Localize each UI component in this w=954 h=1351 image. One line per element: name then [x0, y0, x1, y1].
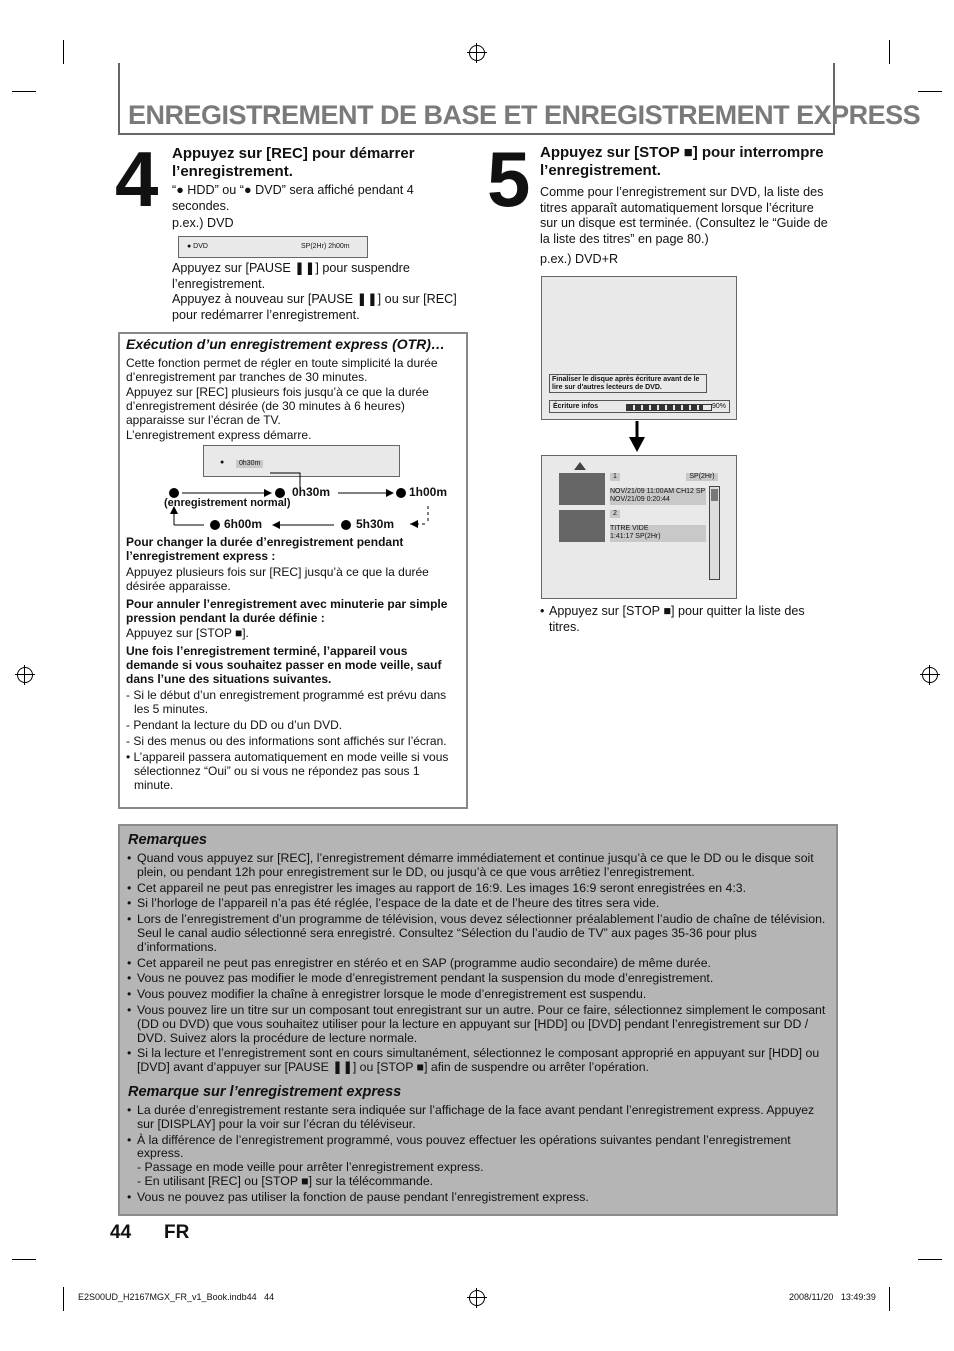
thumbnail-title-1[interactable]: [559, 473, 605, 505]
otr-cancel-heading: Pour annuler l’enregistrement avec minuterie par simple pression pendant la durée définie :: [126, 597, 448, 625]
finalize-screen: [541, 276, 737, 420]
registration-mark-icon: [922, 667, 938, 683]
step-4-description: “● HDD” ou “● DVD” sera affiché pendant 4 secondes.: [172, 183, 414, 213]
crop-mark: [918, 91, 942, 92]
osd-dvd-label: ● DVD: [187, 243, 208, 250]
title-1-row[interactable]: [610, 488, 706, 505]
title-1-number: 1: [610, 473, 620, 481]
title-rule-bottom: [118, 133, 835, 135]
registration-mark-icon: [469, 1290, 485, 1306]
title-2-number: 2: [610, 510, 620, 518]
remark-item: • Lors de l’enregistrement d’un programme de télévision, vous devez sélectionner préalablement l’audio de chaîne de télévision. Seul le canal audio sélectionné sera enregistré. Consultez “Sélection du l’audio de TV” aux pages 35-36 pour plus d’informations.: [120, 913, 826, 954]
otr-end-item: - Pendant la lecture du DD ou d’un DVD.: [126, 718, 343, 732]
otr-time-1h00m: 1h00m: [409, 485, 448, 499]
registration-mark-icon: [17, 667, 33, 683]
page-number: 44: [110, 1222, 132, 1243]
express-remark-item: • La durée d’enregistrement restante sera indiquée sur l’affichage de la face avant pendant l’enregistrement express. Appuyez sur [DISPLAY] pour la voir sur l’écran du téléviseur.: [120, 1104, 826, 1132]
step-5-bullet-text: Appuyez sur [STOP ■] pour quitter la liste des titres.: [549, 604, 805, 634]
otr-box: [118, 332, 468, 809]
otr-time-6h00m: 6h00m: [224, 517, 263, 531]
step-5-heading: Appuyez sur [STOP ■] pour interrompre l’enregistrement.: [540, 144, 824, 179]
up-triangle-icon: [574, 462, 586, 470]
crop-mark: [889, 1287, 890, 1311]
down-arrow-icon: [627, 421, 647, 453]
remark-item: • Cet appareil ne peut pas enregistrer les images au rapport de 16:9. Les images 16:9 seront enregistrées en 4:3.: [120, 882, 826, 896]
express-remark-item: • Vous ne pouvez pas utiliser la fonction de pause pendant l’enregistrement express.: [120, 1191, 826, 1205]
otr-change-text: Appuyez plusieurs fois sur [REC] jusqu’à ce que la durée désirée apparaisse.: [126, 565, 429, 593]
remark-item: • Quand vous appuyez sur [REC], l’enregistrement démarre immédiatement et continue jusqu’à ce que le DD ou le disque soit plein, ou pendant 12h pour enregistrement sur le DD, ou jusqu’à ce que vous arrêtiez l’enregistrement.: [120, 852, 826, 880]
otr-time-0h30m: 0h30m: [292, 485, 331, 499]
remarks-box: [118, 824, 838, 1216]
remarks-heading: Remarques: [128, 832, 207, 848]
otr-time-5h30m: 5h30m: [356, 517, 395, 531]
progress-percent: 90%: [712, 403, 727, 410]
step-5-bullet: [540, 604, 832, 635]
registration-mark-icon: [469, 45, 485, 61]
crop-mark: [63, 1287, 64, 1311]
title-1-time: NOV/21/09 0:20:44: [610, 496, 670, 503]
remark-item: • Cet appareil ne peut pas enregistrer en stéréo et en SAP (programme audio secondaire) de même durée.: [120, 957, 826, 971]
finalize-message: Finaliser le disque après écriture avant de le lire sur d'autres lecteurs de DVD.: [549, 374, 707, 393]
crop-mark: [63, 40, 64, 64]
title-2-name: TITRE VIDE: [610, 525, 649, 532]
remark-item: • Si l’horloge de l’appareil n’a pas été réglée, l’espace de la date et de l’heure des titres sera vide.: [120, 897, 826, 911]
step-4-resume: Appuyez à nouveau sur [PAUSE ❚❚] ou sur [REC] pour redémarrer l’enregistrement.: [172, 292, 457, 322]
title-list-screen: [541, 455, 737, 599]
otr-osd-time: 0h30m: [236, 460, 263, 468]
otr-intro: Cette fonction permet de régler en toute simplicité la durée d’enregistrement par tranches de 30 minutes.: [126, 356, 438, 384]
crop-mark: [889, 40, 890, 64]
otr-start: L’enregistrement express démarre.: [126, 428, 312, 442]
step-4-example: p.ex.) DVD: [172, 216, 234, 230]
writing-label: Écriture infos: [553, 403, 599, 410]
otr-cancel-text: Appuyez sur [STOP ■].: [126, 626, 249, 640]
remark-item: • Si la lecture et l’enregistrement sont en cours simultanément, sélectionnez le composant approprié en appuyant sur [HDD] ou [DVD] avant d’appuyer sur [PAUSE ❚❚] ou [STOP ■] afin de suspendre ou arrêter l’opération.: [120, 1047, 826, 1075]
express-remark-item: • À la différence de l’enregistrement programmé, vous pouvez effectuer les opérations suivantes pendant l’enregistrement express. - Passage en mode veille pour arrêter l’enregistrement express. - En utilisant [REC] ou [STOP ■] sur la télécommande.: [120, 1134, 826, 1189]
step-4-number: 4: [115, 135, 159, 223]
otr-osd-dot: ●: [220, 459, 225, 466]
remark-item: • Vous ne pouvez pas modifier le mode d’enregistrement pendant la suspension du mode d’enregistrement.: [120, 972, 826, 986]
step-5-description: Comme pour l’enregistrement sur DVD, la liste des titres apparaît automatiquement lorsque l’écriture sur un disque est terminée. (Consultez le “Guide de la liste des titres” en page 80.): [540, 185, 828, 246]
title-rule-left: [118, 63, 120, 135]
title-list-mode: SP(2Hr): [686, 473, 718, 481]
page-title: ENREGISTREMENT DE BASE ET ENREGISTREMENT EXPRESS: [128, 100, 921, 130]
otr-end-item: • L’appareil passera automatiquement en mode veille si vous sélectionnez “Oui” ou si vous ne répondez pas sous 1 minute.: [126, 750, 449, 792]
crop-mark: [918, 1259, 942, 1260]
otr-end-heading: Une fois l’enregistrement terminé, l’appareil vous demande si vous souhaitez passer en mode veille, sauf dans l’une des situations suivantes.: [126, 644, 442, 686]
remark-item: • Vous pouvez lire un titre sur un composant tout enregistrant sur un autre. Pour ce faire, sélectionnez simplement le composant (DD ou DVD) que vous souhaitez utiliser pour la lecture en appuyant sur [HDD] ou [DVD] pendant l’enregistrement sur DD / DVD. Suivez alors la procédure de lecture normale.: [120, 1004, 826, 1045]
footer-file: E2S00UD_H2167MGX_FR_v1_Book.indb44 44: [78, 1292, 275, 1302]
progress-box: [549, 400, 730, 413]
title-2-row[interactable]: [610, 525, 706, 542]
step-5-number: 5: [487, 135, 531, 223]
express-remarks-list: [120, 1104, 826, 1207]
crop-mark: [12, 1259, 36, 1260]
crop-mark: [12, 91, 36, 92]
page-language: FR: [164, 1222, 190, 1243]
express-remarks-heading: Remarque sur l’enregistrement express: [128, 1084, 402, 1100]
progress-bar: [626, 404, 712, 411]
step-4-pause: Appuyez sur [PAUSE ❚❚] pour suspendre l’enregistrement.: [172, 261, 410, 291]
remarks-list: [120, 852, 826, 1077]
osd-dvd-screen: [178, 236, 368, 258]
scrollbar-thumb[interactable]: [711, 489, 718, 501]
thumbnail-title-2[interactable]: [559, 510, 605, 542]
otr-end-item: - Si des menus ou des informations sont affichés sur l’écran.: [126, 734, 447, 748]
remark-item: • Vous pouvez modifier la chaîne à enregistrer lorsque le mode d’enregistrement est suspendu.: [120, 988, 826, 1002]
otr-end-item: - Si le début d’un enregistrement programmé est prévu dans les 5 minutes.: [126, 688, 447, 716]
title-2-time: 1:41:17 SP(2Hr): [610, 533, 661, 540]
otr-change-heading: Pour changer la durée d’enregistrement pendant l’enregistrement express :: [126, 535, 404, 563]
step-5-example: p.ex.) DVD+R: [540, 252, 619, 266]
otr-end-list: [126, 688, 462, 792]
footer-date: 2008/11/20 13:49:39: [789, 1292, 876, 1302]
otr-instruction: Appuyez sur [REC] plusieurs fois jusqu’à ce que la durée d’enregistrement désirée (de 30 minutes à 6 heures) apparaisse sur l’écran de TV.: [126, 385, 429, 427]
osd-dvd-time: SP(2Hr) 2h00m: [301, 243, 350, 250]
title-1-date: NOV/21/09 11:00AM CH12 SP: [610, 488, 706, 495]
step-4-heading: Appuyez sur [REC] pour démarrer l’enregistrement.: [172, 145, 415, 180]
progress-fill: [627, 405, 703, 410]
otr-heading: Exécution d’un enregistrement express (OTR)…: [126, 336, 445, 352]
title-list-scrollbar[interactable]: [709, 486, 720, 580]
otr-normal-label: (enregistrement normal): [164, 497, 291, 509]
bullet-icon: •: [540, 604, 545, 618]
